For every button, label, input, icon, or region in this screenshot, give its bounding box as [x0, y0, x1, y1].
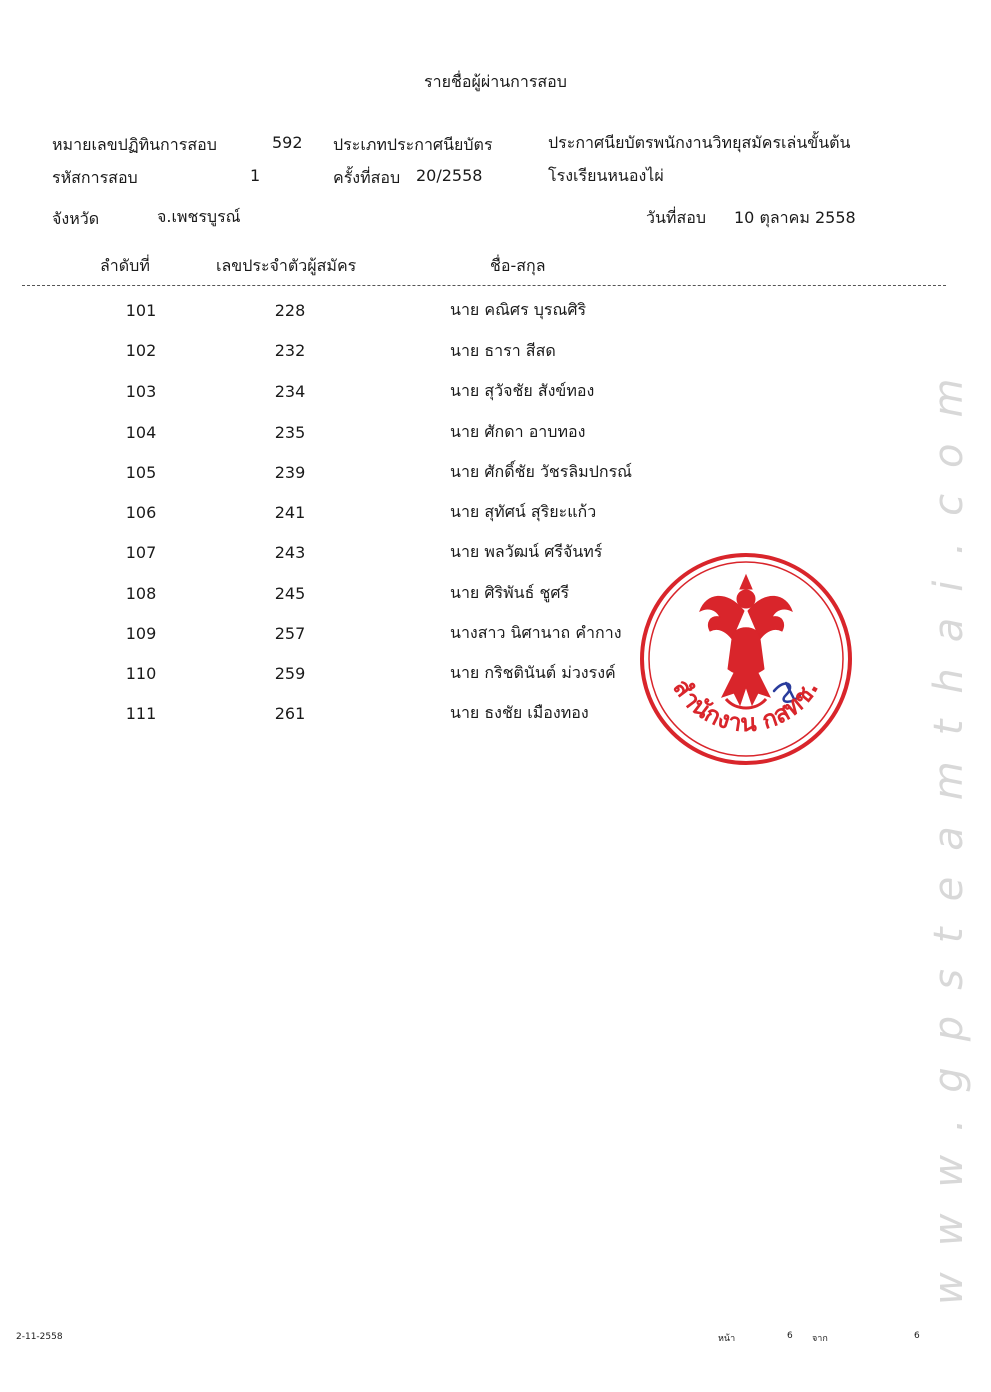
- row-seq: 103: [125, 382, 157, 401]
- row-name: นาย ศิริพันธ์ ชูศรี: [450, 583, 570, 602]
- row-name: นาย กริชตินันต์ ม่วงรงค์: [450, 663, 616, 682]
- row-name: นาย ธงชัย เมืองทอง: [450, 703, 589, 722]
- row-app-no: 239: [274, 463, 306, 482]
- table-row: [0, 503, 991, 543]
- province-value: จ.เพชรบูรณ์: [157, 207, 241, 226]
- table-row: [0, 341, 991, 381]
- row-app-no: 232: [274, 341, 306, 360]
- exam-code-label: รหัสการสอบ: [52, 168, 138, 187]
- of-label: จาก: [812, 1334, 828, 1344]
- row-name: นางสาว นิศานาถ คำกาง: [450, 623, 622, 642]
- cert-type-label: ประเภทประกาศนียบัตร: [333, 135, 493, 154]
- print-date: 2-11-2558: [16, 1332, 63, 1342]
- table-row: [0, 423, 991, 463]
- row-name: นาย สุทัศน์ สุริยะแก้ว: [450, 502, 597, 521]
- svg-text:www.gpsteamthai.com: www.gpsteamthai.com: [926, 352, 972, 1305]
- row-seq: 105: [125, 463, 157, 482]
- row-seq: 106: [125, 503, 157, 522]
- schedule-label: หมายเลขปฏิทินการสอบ: [52, 135, 217, 154]
- round-label: ครั้งที่สอบ: [333, 168, 401, 187]
- row-app-no: 259: [274, 664, 306, 683]
- venue: โรงเรียนหนองไผ่: [548, 166, 664, 185]
- table-row: [0, 301, 991, 341]
- province-label: จังหวัด: [52, 209, 100, 228]
- row-name: นาย ธารา สีสด: [450, 341, 556, 360]
- row-seq: 108: [125, 584, 157, 603]
- column-header-app-no: เลขประจำตัวผู้สมัคร: [216, 256, 357, 275]
- column-header-seq: ลำดับที่: [100, 256, 150, 275]
- row-app-no: 228: [274, 301, 306, 320]
- page-number: 6: [787, 1331, 793, 1341]
- row-app-no: 235: [274, 423, 306, 442]
- header-divider: [22, 285, 946, 286]
- row-seq: 101: [125, 301, 157, 320]
- row-name: นาย ศักดิ์ชัย วัชรลิมปกรณ์: [450, 462, 633, 481]
- row-name: นาย ศักดา อาบทอง: [450, 422, 586, 441]
- stamp-text: สำนักงาน กสทช.: [667, 673, 825, 738]
- row-app-no: 245: [274, 584, 306, 603]
- row-seq: 104: [125, 423, 157, 442]
- schedule-value: 592: [272, 133, 303, 152]
- row-app-no: 243: [274, 543, 306, 562]
- table-row: [0, 463, 991, 503]
- row-seq: 109: [125, 624, 157, 643]
- row-name: นาย สุวัจชัย สังข์ทอง: [450, 381, 595, 400]
- row-seq: 110: [125, 664, 157, 683]
- round-value: 20/2558: [416, 166, 483, 185]
- exam-date-label: วันที่สอบ: [646, 208, 706, 227]
- cert-type-value: ประกาศนียบัตรพนักงานวิทยุสมัครเล่นขั้นต้น: [548, 133, 851, 152]
- watermark: [920, 40, 980, 1340]
- row-app-no: 261: [274, 704, 306, 723]
- row-app-no: 234: [274, 382, 306, 401]
- row-app-no: 257: [274, 624, 306, 643]
- page-total: 6: [914, 1331, 920, 1341]
- row-name: นาย พลวัฒน์ ศรีจันทร์: [450, 542, 603, 561]
- row-app-no: 241: [274, 503, 306, 522]
- row-seq: 102: [125, 341, 157, 360]
- exam-date-value: 10 ตุลาคม 2558: [734, 208, 856, 227]
- row-name: นาย คณิศร บุรณศิริ: [450, 300, 587, 319]
- row-seq: 107: [125, 543, 157, 562]
- table-row: [0, 382, 991, 422]
- column-header-name: ชื่อ-สกุล: [490, 256, 546, 275]
- document-title: รายชื่อผู้ผ่านการสอบ: [424, 72, 567, 91]
- page-label: หน้า: [718, 1334, 736, 1344]
- row-seq: 111: [125, 704, 157, 723]
- official-stamp: [636, 549, 856, 769]
- exam-code-value: 1: [250, 166, 261, 185]
